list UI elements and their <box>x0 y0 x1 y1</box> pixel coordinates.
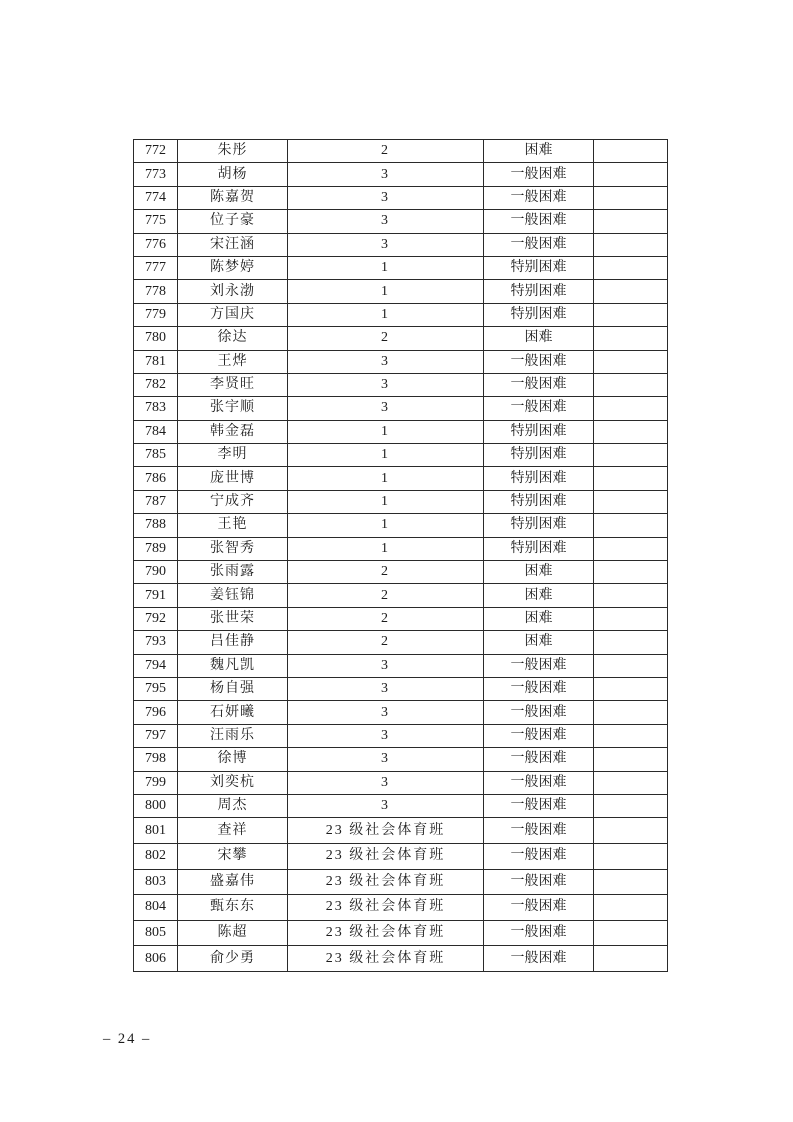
class-cell: 3 <box>288 724 484 747</box>
note-cell <box>594 490 668 513</box>
difficulty-cell: 一般困难 <box>484 233 594 256</box>
note-cell <box>594 654 668 677</box>
serial-cell: 779 <box>134 303 178 326</box>
table-row <box>134 843 668 869</box>
table-row <box>134 397 668 420</box>
serial-cell: 802 <box>134 843 178 869</box>
note-cell <box>594 280 668 303</box>
difficulty-cell: 一般困难 <box>484 163 594 186</box>
note-cell <box>594 869 668 895</box>
table-row <box>134 350 668 373</box>
serial-cell: 786 <box>134 467 178 490</box>
table-row <box>134 373 668 396</box>
note-cell <box>594 397 668 420</box>
class-cell: 3 <box>288 233 484 256</box>
table-row <box>134 163 668 186</box>
serial-cell: 804 <box>134 895 178 921</box>
name-cell: 姜钰锦 <box>178 584 288 607</box>
difficulty-cell: 一般困难 <box>484 654 594 677</box>
difficulty-cell: 困难 <box>484 327 594 350</box>
table-row <box>134 631 668 654</box>
name-cell: 庞世博 <box>178 467 288 490</box>
serial-cell: 794 <box>134 654 178 677</box>
serial-cell: 787 <box>134 490 178 513</box>
class-cell: 3 <box>288 210 484 233</box>
serial-cell: 795 <box>134 677 178 700</box>
table-row <box>134 140 668 163</box>
note-cell <box>594 818 668 844</box>
class-cell: 1 <box>288 490 484 513</box>
class-cell: 2 <box>288 584 484 607</box>
table-row <box>134 256 668 279</box>
difficulty-cell: 特别困难 <box>484 467 594 490</box>
name-cell: 张世荣 <box>178 607 288 630</box>
name-cell: 陈梦婷 <box>178 256 288 279</box>
name-cell: 宋攀 <box>178 843 288 869</box>
note-cell <box>594 163 668 186</box>
difficulty-cell: 一般困难 <box>484 701 594 724</box>
class-cell: 1 <box>288 256 484 279</box>
serial-cell: 801 <box>134 818 178 844</box>
name-cell: 徐博 <box>178 748 288 771</box>
serial-cell: 776 <box>134 233 178 256</box>
difficulty-cell: 特别困难 <box>484 303 594 326</box>
class-cell: 23 级社会体育班 <box>288 946 484 972</box>
roster-table <box>133 139 668 972</box>
class-cell: 1 <box>288 537 484 560</box>
name-cell: 俞少勇 <box>178 946 288 972</box>
serial-cell: 796 <box>134 701 178 724</box>
serial-cell: 788 <box>134 514 178 537</box>
difficulty-cell: 特别困难 <box>484 280 594 303</box>
name-cell: 陈嘉贺 <box>178 186 288 209</box>
class-cell: 2 <box>288 607 484 630</box>
class-cell: 1 <box>288 420 484 443</box>
serial-cell: 772 <box>134 140 178 163</box>
serial-cell: 773 <box>134 163 178 186</box>
class-cell: 2 <box>288 327 484 350</box>
note-cell <box>594 350 668 373</box>
name-cell: 刘永渤 <box>178 280 288 303</box>
note-cell <box>594 607 668 630</box>
class-cell: 3 <box>288 701 484 724</box>
name-cell: 杨自强 <box>178 677 288 700</box>
name-cell: 盛嘉伟 <box>178 869 288 895</box>
difficulty-cell: 一般困难 <box>484 397 594 420</box>
difficulty-cell: 困难 <box>484 607 594 630</box>
note-cell <box>594 946 668 972</box>
table-row <box>134 869 668 895</box>
name-cell: 汪雨乐 <box>178 724 288 747</box>
note-cell <box>594 631 668 654</box>
name-cell: 查祥 <box>178 818 288 844</box>
table-row <box>134 818 668 844</box>
table-row <box>134 514 668 537</box>
note-cell <box>594 724 668 747</box>
serial-cell: 806 <box>134 946 178 972</box>
note-cell <box>594 140 668 163</box>
serial-cell: 792 <box>134 607 178 630</box>
difficulty-cell: 一般困难 <box>484 210 594 233</box>
note-cell <box>594 537 668 560</box>
table-row <box>134 607 668 630</box>
table-row <box>134 420 668 443</box>
note-cell <box>594 233 668 256</box>
class-cell: 2 <box>288 631 484 654</box>
serial-cell: 790 <box>134 561 178 584</box>
difficulty-cell: 一般困难 <box>484 895 594 921</box>
difficulty-cell: 特别困难 <box>484 256 594 279</box>
name-cell: 王烨 <box>178 350 288 373</box>
difficulty-cell: 一般困难 <box>484 818 594 844</box>
name-cell: 石妍曦 <box>178 701 288 724</box>
table-row <box>134 303 668 326</box>
table-row <box>134 561 668 584</box>
table-row <box>134 584 668 607</box>
name-cell: 徐达 <box>178 327 288 350</box>
serial-cell: 805 <box>134 920 178 946</box>
note-cell <box>594 514 668 537</box>
name-cell: 位子豪 <box>178 210 288 233</box>
difficulty-cell: 困难 <box>484 140 594 163</box>
difficulty-cell: 困难 <box>484 584 594 607</box>
class-cell: 2 <box>288 561 484 584</box>
serial-cell: 782 <box>134 373 178 396</box>
difficulty-cell: 一般困难 <box>484 794 594 817</box>
name-cell: 张宇顺 <box>178 397 288 420</box>
name-cell: 张智秀 <box>178 537 288 560</box>
note-cell <box>594 677 668 700</box>
table-row <box>134 701 668 724</box>
name-cell: 胡杨 <box>178 163 288 186</box>
difficulty-cell: 一般困难 <box>484 843 594 869</box>
difficulty-cell: 一般困难 <box>484 748 594 771</box>
class-cell: 3 <box>288 397 484 420</box>
class-cell: 3 <box>288 771 484 794</box>
name-cell: 韩金磊 <box>178 420 288 443</box>
name-cell: 魏凡凯 <box>178 654 288 677</box>
note-cell <box>594 467 668 490</box>
serial-cell: 783 <box>134 397 178 420</box>
table-row <box>134 677 668 700</box>
difficulty-cell: 一般困难 <box>484 373 594 396</box>
class-cell: 1 <box>288 303 484 326</box>
difficulty-cell: 一般困难 <box>484 186 594 209</box>
serial-cell: 780 <box>134 327 178 350</box>
serial-cell: 791 <box>134 584 178 607</box>
table-row <box>134 946 668 972</box>
serial-cell: 785 <box>134 444 178 467</box>
class-cell: 3 <box>288 794 484 817</box>
class-cell: 3 <box>288 748 484 771</box>
table-row <box>134 920 668 946</box>
note-cell <box>594 895 668 921</box>
note-cell <box>594 748 668 771</box>
difficulty-cell: 一般困难 <box>484 771 594 794</box>
serial-cell: 798 <box>134 748 178 771</box>
table-row <box>134 724 668 747</box>
class-cell: 3 <box>288 373 484 396</box>
name-cell: 刘奕杭 <box>178 771 288 794</box>
class-cell: 1 <box>288 280 484 303</box>
table-row <box>134 895 668 921</box>
name-cell: 李贤旺 <box>178 373 288 396</box>
name-cell: 吕佳静 <box>178 631 288 654</box>
table-row <box>134 186 668 209</box>
difficulty-cell: 困难 <box>484 561 594 584</box>
table-row <box>134 467 668 490</box>
note-cell <box>594 256 668 279</box>
class-cell: 3 <box>288 677 484 700</box>
name-cell: 周杰 <box>178 794 288 817</box>
difficulty-cell: 特别困难 <box>484 420 594 443</box>
note-cell <box>594 420 668 443</box>
class-cell: 1 <box>288 467 484 490</box>
page-number: – 24 – <box>103 1031 152 1047</box>
serial-cell: 774 <box>134 186 178 209</box>
note-cell <box>594 444 668 467</box>
serial-cell: 784 <box>134 420 178 443</box>
table-row <box>134 537 668 560</box>
note-cell <box>594 794 668 817</box>
serial-cell: 800 <box>134 794 178 817</box>
serial-cell: 789 <box>134 537 178 560</box>
class-cell: 23 级社会体育班 <box>288 818 484 844</box>
table-row <box>134 444 668 467</box>
class-cell: 3 <box>288 186 484 209</box>
difficulty-cell: 特别困难 <box>484 514 594 537</box>
table-row <box>134 748 668 771</box>
serial-cell: 778 <box>134 280 178 303</box>
difficulty-cell: 困难 <box>484 631 594 654</box>
table-row <box>134 490 668 513</box>
difficulty-cell: 一般困难 <box>484 350 594 373</box>
note-cell <box>594 771 668 794</box>
difficulty-cell: 一般困难 <box>484 724 594 747</box>
note-cell <box>594 843 668 869</box>
name-cell: 陈超 <box>178 920 288 946</box>
difficulty-cell: 一般困难 <box>484 946 594 972</box>
name-cell: 宁成齐 <box>178 490 288 513</box>
note-cell <box>594 373 668 396</box>
class-cell: 2 <box>288 140 484 163</box>
class-cell: 23 级社会体育班 <box>288 869 484 895</box>
serial-cell: 793 <box>134 631 178 654</box>
class-cell: 3 <box>288 163 484 186</box>
table-row <box>134 327 668 350</box>
class-cell: 23 级社会体育班 <box>288 895 484 921</box>
note-cell <box>594 920 668 946</box>
note-cell <box>594 303 668 326</box>
serial-cell: 799 <box>134 771 178 794</box>
class-cell: 3 <box>288 350 484 373</box>
note-cell <box>594 210 668 233</box>
name-cell: 方国庆 <box>178 303 288 326</box>
table-row <box>134 233 668 256</box>
class-cell: 1 <box>288 514 484 537</box>
serial-cell: 777 <box>134 256 178 279</box>
serial-cell: 797 <box>134 724 178 747</box>
name-cell: 张雨露 <box>178 561 288 584</box>
table-row <box>134 654 668 677</box>
note-cell <box>594 701 668 724</box>
serial-cell: 781 <box>134 350 178 373</box>
name-cell: 甄东东 <box>178 895 288 921</box>
name-cell: 朱彤 <box>178 140 288 163</box>
difficulty-cell: 特别困难 <box>484 537 594 560</box>
difficulty-cell: 一般困难 <box>484 869 594 895</box>
table-row <box>134 210 668 233</box>
serial-cell: 775 <box>134 210 178 233</box>
roster-table-body <box>134 140 668 972</box>
name-cell: 宋汪涵 <box>178 233 288 256</box>
class-cell: 1 <box>288 444 484 467</box>
difficulty-cell: 特别困难 <box>484 490 594 513</box>
class-cell: 23 级社会体育班 <box>288 843 484 869</box>
note-cell <box>594 327 668 350</box>
note-cell <box>594 561 668 584</box>
name-cell: 王艳 <box>178 514 288 537</box>
table-row <box>134 280 668 303</box>
class-cell: 3 <box>288 654 484 677</box>
difficulty-cell: 特别困难 <box>484 444 594 467</box>
class-cell: 23 级社会体育班 <box>288 920 484 946</box>
name-cell: 李明 <box>178 444 288 467</box>
difficulty-cell: 一般困难 <box>484 920 594 946</box>
table-row <box>134 794 668 817</box>
table-row <box>134 771 668 794</box>
serial-cell: 803 <box>134 869 178 895</box>
note-cell <box>594 584 668 607</box>
difficulty-cell: 一般困难 <box>484 677 594 700</box>
note-cell <box>594 186 668 209</box>
